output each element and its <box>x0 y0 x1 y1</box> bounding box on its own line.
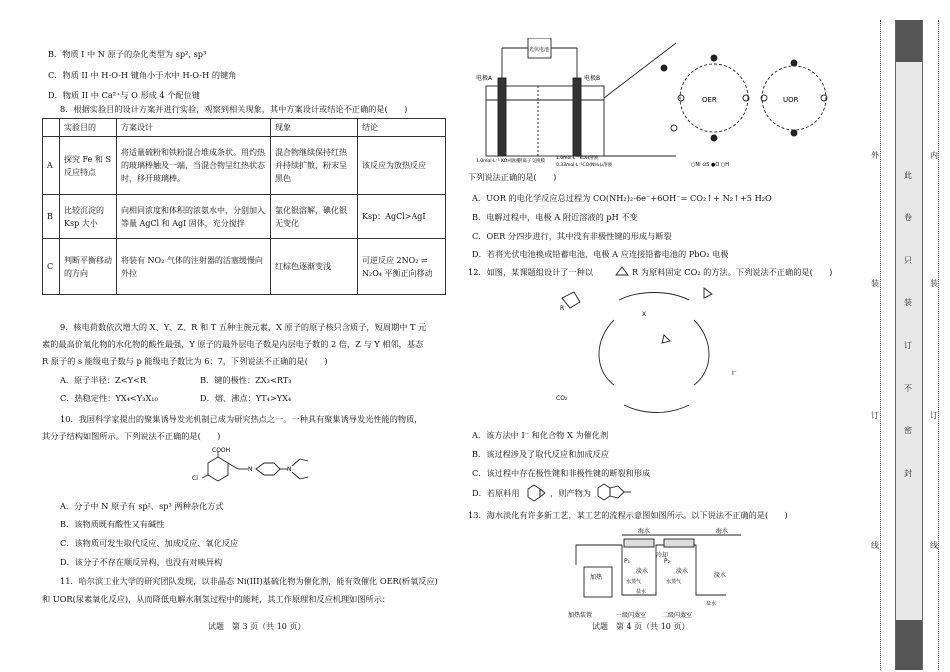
q11-option-a: A．UOR 的电化学反应总过程为 CO(NH₂)₂-6e⁻+6OH⁻= CO₂↑+ N₂↑+5 H₂O <box>472 193 772 203</box>
table-cell: 判断平衡移动的方向 <box>60 239 117 295</box>
heating-device-label: 加热装置 <box>568 612 593 619</box>
table-row <box>43 195 446 239</box>
q12-option-a: A．该方法中 I⁻ 和化合物 X 为催化剂 <box>472 430 609 440</box>
q9-option-a: A．原子半径：Z<Y<R <box>60 375 147 385</box>
vapor-label: 水蒸气 <box>626 579 642 585</box>
q12-catalytic-cycle-figure <box>554 280 754 420</box>
page-footer-left: 试题 第 3 页（共 10 页） <box>208 622 306 631</box>
q9-stem-2: 素的最高价氧化物的水化物的酸性最强，Y 原子的最外层电子数是内层电子数的 2 倍，Z 与 Y 相邻，基态 <box>42 339 424 349</box>
q11-option-c: C．OER 分四步进行，其中没有非极性键的形成与断裂 <box>472 231 672 241</box>
molecule-cl-label: Cl <box>192 475 198 482</box>
molecule-n-label: N <box>287 466 292 473</box>
q9-stem-3: R 原子的 s 能级电子数与 p 能级电子数比为 6：7，下列说法不正确的是( ) <box>42 356 328 366</box>
cyclic-carbonate-icon <box>594 481 634 503</box>
epoxide-icon <box>614 265 630 277</box>
uor-label: UOR <box>783 96 799 104</box>
q9-stem-1: 9．核电荷数依次增大的 X、Y、Z、R 和 T 五种主族元素，X 原子的原子核只含质子，短周期中 T 元 <box>60 322 427 332</box>
q7-option-c: C．物质 II 中 H-O-H 键角小于水中 H-O-H 的键角 <box>48 70 237 80</box>
q10-option-c: C．该物质可发生取代反应、加成反应、氧化反应 <box>60 538 239 548</box>
heating-label: 加热 <box>590 574 603 581</box>
stage2-label: 二级闪蒸室 <box>662 612 693 619</box>
q8-stem: 8．根据实验目的设计方案并进行实验，观察到相关现象，其中方案设计或结论不正确的是( ) <box>60 104 408 114</box>
pressure-p1-label: P₁ <box>624 558 631 565</box>
binding-edge-char: 装 <box>871 279 879 288</box>
cooling-label: 冷却 <box>656 552 669 559</box>
q13-stem: 13．海水淡化有许多新工艺，某工艺的流程示意图如图所示。以下说法不正确的是( ) <box>468 510 788 520</box>
table-header-row <box>43 119 446 137</box>
binding-char: 只 <box>904 256 912 265</box>
table-cell: 可逆反应 2NO₂ ⇌ N₂O₄ 平衡正向移动 <box>358 239 446 295</box>
membrane-label: 阴离子交换膜 <box>518 159 545 164</box>
binding-edge-char: 装 <box>930 279 938 288</box>
q13-desalination-figure <box>566 525 746 621</box>
cyclohexene-oxide-icon <box>524 483 546 503</box>
binding-edge-char: 订 <box>871 411 879 420</box>
table-cell: 氯化银溶解，碘化银无变化 <box>271 195 358 239</box>
q10-stem-1: 10．我国科学家提出的聚集诱导发光机制已成为研究热点之一。一种具有聚集诱导发光性能的物质， <box>60 414 423 424</box>
binding-char: 此 <box>904 171 912 180</box>
binding-margin <box>860 0 950 672</box>
binding-edge-char: 内 <box>930 151 938 160</box>
atom-legend: ○Ni ⊙S ●O ○H <box>691 162 730 168</box>
q12-option-b: B．该过程涉及了取代反应和加成反应 <box>472 449 610 459</box>
table-cell: 探究 Fe 和 S 反应特点 <box>60 137 117 195</box>
q11-option-d: D．若将光伏电池换成铅蓄电池，电极 A 应连接铅蓄电池的 PbO₂ 电极 <box>472 249 729 259</box>
table-header: 结论 <box>358 119 446 137</box>
q12-stem-a: 12．如图，某课题组设计了一种以 <box>468 267 594 277</box>
table-header: 现象 <box>271 119 358 137</box>
seawater-in-label: 海水 <box>638 528 651 535</box>
binding-edge-char: 外 <box>871 151 879 160</box>
brine-label: 盐水 <box>636 589 647 595</box>
q11-option-b: B．电解过程中，电极 A 附近溶液的 pH 不变 <box>472 212 638 222</box>
binding-char: 装 <box>904 298 912 307</box>
electrode-b-label: 电极B <box>584 75 601 82</box>
stage1-label: 一级闪蒸室 <box>616 612 647 619</box>
fresh-water-label: 淡水 <box>714 572 727 579</box>
table-row <box>43 239 446 295</box>
table-header <box>43 119 60 137</box>
q12-option-d: D．若原料用 <box>472 488 520 498</box>
q7-option-d: D．物质 II 中 Ca²⁺与 O 形成 4 个配位键 <box>48 90 200 100</box>
binding-char: 封 <box>904 469 912 478</box>
mix-label-2: 0.33mol·L⁻¹CO(NH₂)₂溶液 <box>556 163 613 168</box>
table-header: 实验目的 <box>60 119 117 137</box>
table-cell: 混合物继续保持红热并持续扩散，粉末呈黑色 <box>271 137 358 195</box>
r-group-label: R <box>560 305 565 312</box>
binding-char: 不 <box>904 384 912 393</box>
fresh-water-label: 淡水 <box>636 568 649 575</box>
vapor-label: 水蒸气 <box>666 579 682 585</box>
table-cell: 将装有 NO₂ 气体的注射器的活塞缓慢向外拉 <box>117 239 271 295</box>
catalyst-x-label: X <box>642 311 647 318</box>
table-cell: 该反应为放热反应 <box>358 137 446 195</box>
binding-edge-char: 线 <box>930 541 938 550</box>
q12-option-d-product: ，则产物为 <box>550 488 591 498</box>
table-header: 方案设计 <box>117 119 271 137</box>
co2-label: CO₂ <box>556 395 568 402</box>
seawater-out-label: 海水 <box>716 528 729 535</box>
q11-question: 下列说法正确的是( ) <box>468 172 557 182</box>
q10-molecule-figure <box>190 447 315 495</box>
table-cell: 向相同浓度和体积的浓氨水中，分别加入等量 AgCl 和 AgI 固体，充分搅拌 <box>117 195 271 239</box>
brine-label: 盐水 <box>706 601 717 607</box>
table-row <box>43 137 446 195</box>
table-cell: A <box>43 137 60 195</box>
fresh-water-label: 淡水 <box>676 568 689 575</box>
experiment-table <box>42 118 446 295</box>
page-footer-right: 试题 第 4 页（共 10 页） <box>592 622 690 631</box>
table-cell: 将适量硫粉和铁粉混合堆成条状。用灼热的玻璃棒触及一端，当混合物呈红热状态时，移开玻璃棒。 <box>117 137 271 195</box>
q9-option-c: C．热稳定性：YX₄<Y₃X₁₀ <box>60 393 158 403</box>
table-cell: C <box>43 239 60 295</box>
molecule-n-label: N <box>248 466 253 473</box>
q11-stem-1: 11．哈尔滨工业大学的研究团队发现，以非晶态 Ni(III)基硫化物为催化剂，能有效催化 OER(析氧反应) <box>60 576 438 586</box>
binding-edge-char: 线 <box>871 541 879 550</box>
molecule-cooh-label: COOH <box>212 447 231 454</box>
table-cell: 红棕色逐渐变浅 <box>271 239 358 295</box>
q10-stem-2: 其分子结构如图所示。下列说法不正确的是( ) <box>42 431 221 441</box>
dotted-line-left <box>880 20 881 670</box>
mix-label-1: 1.0mol·L⁻¹KOH溶液 <box>556 156 599 161</box>
q12-option-c: C．该过程中存在极性键和非极性键的断裂和形成 <box>472 468 651 478</box>
q12-stem-b: R 为原料固定 CO₂ 的方法。下列说法不正确的是( ) <box>632 267 833 277</box>
q10-option-a: A．分子中 N 原子有 sp²、sp³ 两种杂化方式 <box>60 501 224 511</box>
koh-label: 1.0mol·L⁻¹ KOH溶液 <box>476 159 520 164</box>
q10-option-d: D．该分子不存在顺反异构，也没有对映异构 <box>60 557 223 567</box>
binding-char: 卷 <box>904 213 912 222</box>
table-cell: B <box>43 195 60 239</box>
pressure-p2-label: P₂ <box>664 558 671 565</box>
table-cell: 比较沉淀的 Ksp 大小 <box>60 195 117 239</box>
table-cell: Ksp：AgCl>AgI <box>358 195 446 239</box>
binding-char: 订 <box>904 341 912 350</box>
q10-option-b: B．该物质既有酸性又有碱性 <box>60 519 165 529</box>
q9-option-b: B．键的极性：ZX₃<RT₃ <box>200 375 292 385</box>
q9-option-d: D．熔、沸点：YT₄>YX₄ <box>200 393 292 403</box>
dotted-line-right <box>938 20 939 670</box>
iodide-label: I⁻ <box>732 370 737 377</box>
pv-cell-label: 光伏电池 <box>529 47 550 53</box>
binding-char: 密 <box>904 426 912 435</box>
binding-edge-char: 订 <box>930 411 938 420</box>
q11-electrolysis-figure <box>476 38 866 168</box>
electrode-a-label: 电极A <box>476 75 493 82</box>
q11-stem-2: 和 UOR(尿素氧化反应)，从而降低电解水制氢过程中的能耗，其工作原理和反应机理如图所示： <box>42 594 391 604</box>
oer-label: OER <box>702 96 717 104</box>
q7-option-b: B．物质 I 中 N 原子的杂化类型为 sp², sp³ <box>48 49 207 59</box>
